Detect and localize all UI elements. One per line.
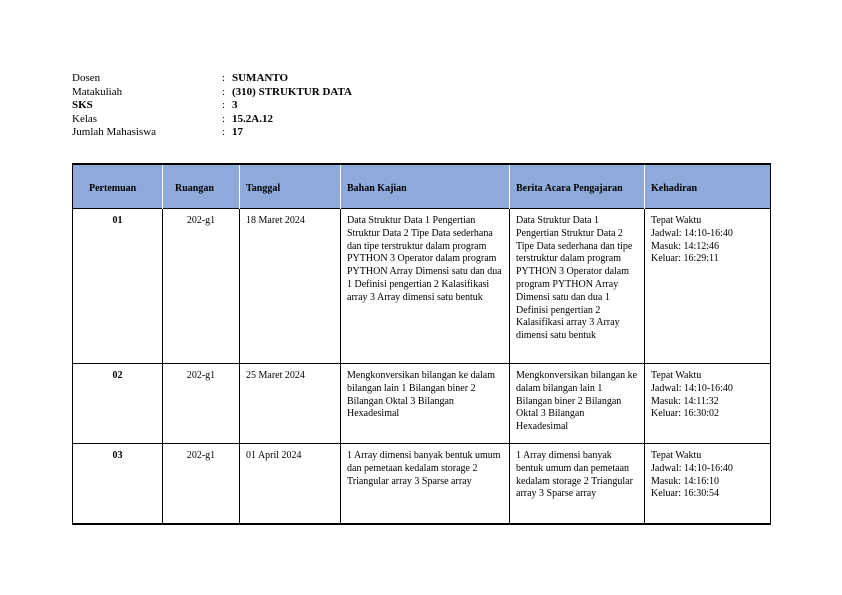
cell-berita-acara: 1 Array dimensi banyak bentuk umum dan pemetaan kedalam storage 2 Triangular array 3 Sparse array (510, 444, 645, 524)
info-separator: : (222, 72, 226, 84)
attendance-check-in: Masuk: 14:11:32 (651, 395, 719, 407)
info-separator: : (222, 112, 226, 125)
attendance-schedule: Jadwal: 14:10-16:40 (651, 382, 733, 394)
cell-ruangan: 202-g1 (163, 209, 240, 364)
info-row-dosen (72, 72, 352, 86)
cell-bahan-kajian: 1 Array dimensi banyak bentuk umum dan pemetaan kedalam storage 2 Triangular array 3 Sparse array (341, 444, 510, 524)
info-value-sks: 3 (232, 99, 238, 112)
info-value-dosen: SUMANTO (232, 72, 289, 84)
cell-tanggal: 18 Maret 2024 (240, 209, 341, 364)
table-header-row (73, 164, 771, 209)
attendance-status: Tepat Waktu (651, 215, 702, 226)
info-value-jumlah-mahasiswa: 17 (232, 126, 243, 139)
info-label-dosen: Dosen (72, 72, 101, 84)
info-row-kelas (72, 113, 352, 127)
info-separator: : (222, 99, 226, 112)
cell-tanggal: 01 April 2024 (240, 444, 341, 524)
cell-ruangan: 202-g1 (163, 444, 240, 524)
header-tanggal: Tanggal (240, 164, 341, 209)
attendance-schedule: Jadwal: 14:10-16:40 (651, 462, 733, 474)
cell-kehadiran (645, 209, 771, 364)
attendance-check-out: Keluar: 16:30:54 (651, 488, 720, 500)
info-separator: : (222, 85, 226, 98)
info-row-matakuliah (72, 86, 352, 100)
header-kehadiran: Kehadiran (645, 164, 771, 209)
cell-bahan-kajian: Data Struktur Data 1 Pengertian Struktur Data 2 Tipe Data sederhana dan tipe terstruktur dalam program PYTHON 3 Operator dalam program PYTHON Array Dimensi satu dan dua 1 Definisi pengertian 2 Kalasifikasi array 3 Array dimensi satu bentuk (341, 209, 510, 364)
cell-ruangan: 202-g1 (163, 364, 240, 444)
header-pertemuan: Pertemuan (73, 164, 163, 209)
course-info (72, 72, 352, 140)
attendance-table (72, 163, 771, 525)
attendance-check-in: Masuk: 14:12:46 (651, 240, 720, 252)
info-separator: : (222, 126, 226, 139)
attendance-status: Tepat Waktu (651, 450, 702, 461)
cell-berita-acara: Mengkonversikan bilangan ke dalam bilangan lain 1 Bilangan biner 2 Bilangan Oktal 3 Bilangan Hexadesimal (510, 364, 645, 444)
cell-pertemuan: 01 (73, 209, 163, 364)
info-label-sks: SKS (72, 99, 93, 112)
cell-kehadiran (645, 444, 771, 524)
cell-tanggal: 25 Maret 2024 (240, 364, 341, 444)
attendance-check-out: Keluar: 16:29:11 (651, 253, 719, 265)
cell-berita-acara: Data Struktur Data 1 Pengertian Struktur Data 2 Tipe Data sederhana dan tipe terstruktur dalam program PYTHON 3 Operator dalam program PYTHON Array Dimensi satu dan dua 1 Definisi pengertian 2 Kalasifikasi array 3 Array dimensi satu bentuk (510, 209, 645, 364)
header-bahan-kajian: Bahan Kajian (341, 164, 510, 209)
info-value-matakuliah: (310) STRUKTUR DATA (232, 85, 352, 98)
attendance-status: Tepat Waktu (651, 370, 702, 381)
attendance-check-in: Masuk: 14:16:10 (651, 475, 720, 487)
attendance-schedule: Jadwal: 14:10-16:40 (651, 227, 733, 239)
info-label-kelas: Kelas (72, 112, 98, 125)
info-label-matakuliah: Matakuliah (72, 85, 123, 98)
info-row-sks (72, 99, 352, 113)
table-row (73, 444, 771, 524)
cell-pertemuan: 03 (73, 444, 163, 524)
info-row-jumlah-mahasiswa (72, 126, 352, 140)
header-ruangan: Ruangan (163, 164, 240, 209)
info-label-jumlah-mahasiswa: Jumlah Mahasiswa (72, 126, 157, 139)
cell-bahan-kajian: Mengkonversikan bilangan ke dalam bilangan lain 1 Bilangan biner 2 Bilangan Oktal 3 Bilangan Hexadesimal (341, 364, 510, 444)
table-row (73, 209, 771, 364)
info-value-kelas: 15.2A.12 (232, 112, 273, 125)
table-row (73, 364, 771, 444)
attendance-check-out: Keluar: 16:30:02 (651, 408, 720, 420)
cell-kehadiran (645, 364, 771, 444)
header-berita-acara: Berita Acara Pengajaran (510, 164, 645, 209)
cell-pertemuan: 02 (73, 364, 163, 444)
